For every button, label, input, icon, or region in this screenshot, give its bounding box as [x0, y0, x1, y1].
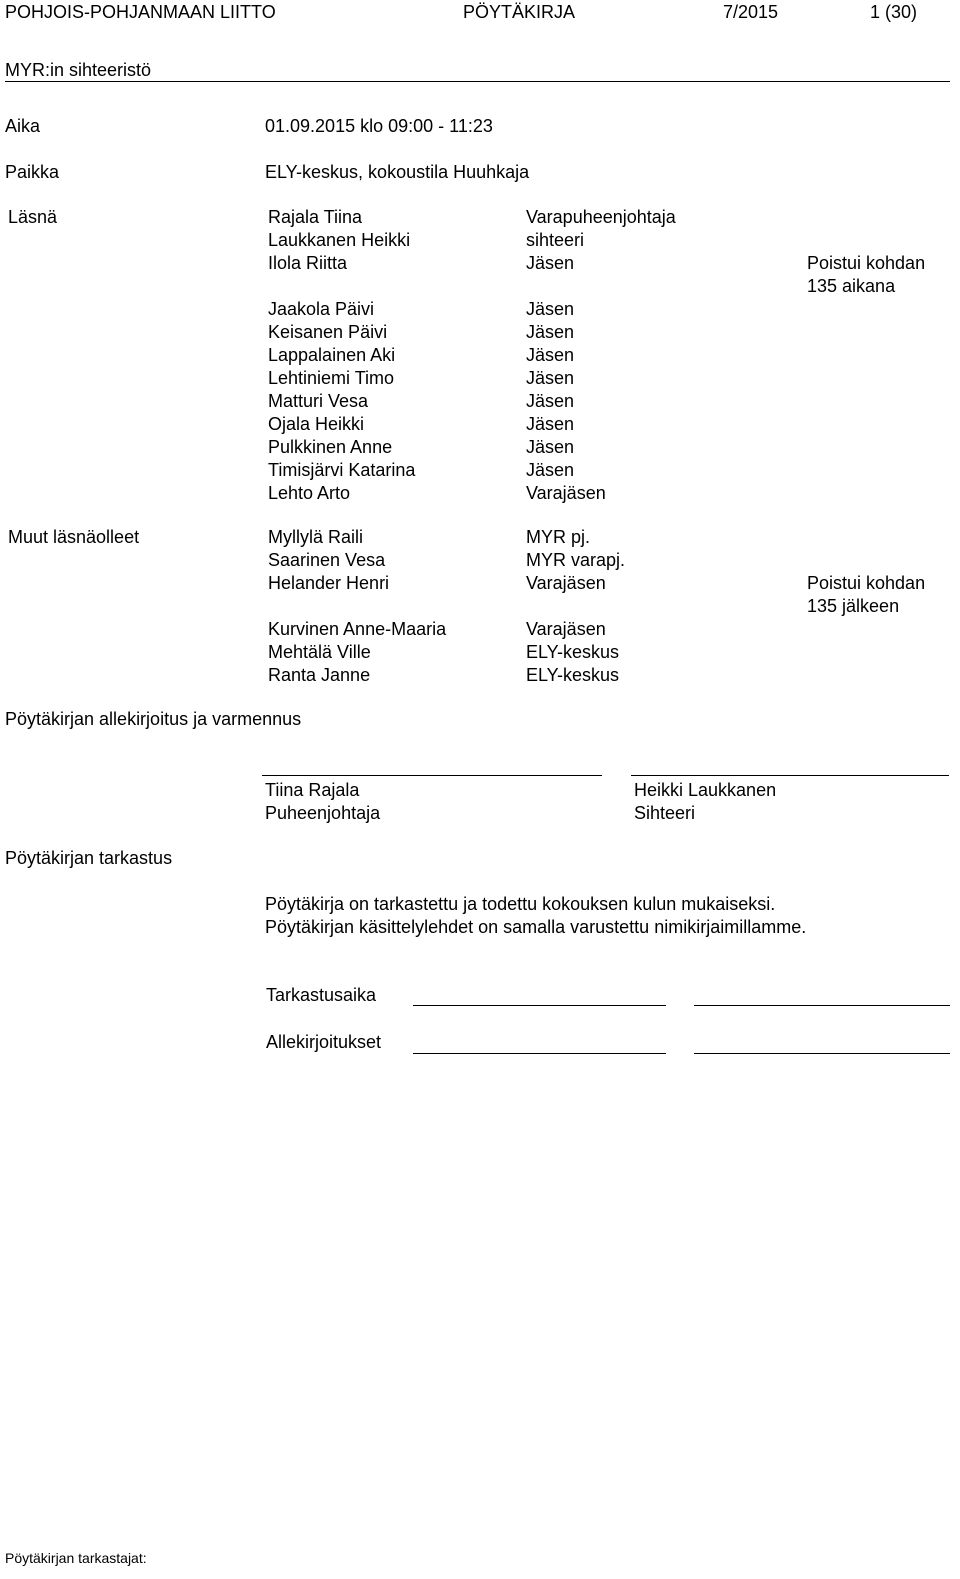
attendee-name: Ranta Janne: [268, 665, 371, 685]
attendee-note: Poistui kohdan: [807, 573, 926, 593]
review-text-2: Pöytäkirjan käsittelylehdet on samalla varustettu nimikirjaimillamme.: [265, 917, 807, 937]
body-name: MYR:in sihteeristö: [5, 60, 152, 80]
attendee-role: Varapuheenjohtaja: [526, 207, 676, 227]
attendee-name: Laukkanen Heikki: [268, 230, 411, 250]
doc-type: PÖYTÄKIRJA: [463, 2, 576, 22]
place-label: Paikka: [5, 162, 60, 182]
attendee-role: Jäsen: [526, 460, 575, 480]
review-text-1: Pöytäkirja on tarkastettu ja todettu kokouksen kulun mukaiseksi.: [265, 894, 776, 914]
attendee-name: Myllylä Raili: [268, 527, 364, 547]
signature-line-1: [262, 775, 602, 776]
header-divider: [5, 81, 950, 82]
attendee-role: Jäsen: [526, 345, 575, 365]
attendee-name: Rajala Tiina: [268, 207, 363, 227]
signer-2-name: Heikki Laukkanen: [634, 780, 777, 800]
attendee-name: Timisjärvi Katarina: [268, 460, 416, 480]
review-label: Pöytäkirjan tarkastus: [5, 848, 173, 868]
reviewers-label: Pöytäkirjan tarkastajat:: [5, 1550, 147, 1566]
attendee-role: Jäsen: [526, 414, 575, 434]
attendee-name: Ojala Heikki: [268, 414, 365, 434]
attendee-role: Jäsen: [526, 299, 575, 319]
attendee-note-continued: 135 jälkeen: [807, 596, 900, 616]
attendee-name: Saarinen Vesa: [268, 550, 386, 570]
review-signature-line-1: [413, 1053, 666, 1054]
attendee-name: Mehtälä Ville: [268, 642, 371, 662]
attendee-role: ELY-keskus: [526, 665, 620, 685]
time-label: Aika: [5, 116, 41, 136]
org-name: POHJOIS-POHJANMAAN LIITTO: [5, 2, 276, 22]
attendee-name: Lappalainen Aki: [268, 345, 396, 365]
attendee-role: Jäsen: [526, 437, 575, 457]
attendee-role: sihteeri: [526, 230, 585, 250]
signing-label: Pöytäkirjan allekirjoitus ja varmennus: [5, 709, 302, 729]
signature-line-2: [631, 775, 949, 776]
others-label: Muut läsnäolleet: [8, 527, 140, 547]
review-signature-line-2: [694, 1053, 950, 1054]
attendee-name: Helander Henri: [268, 573, 390, 593]
signer-2-title: Sihteeri: [634, 803, 696, 823]
attendee-role: Varajäsen: [526, 619, 606, 639]
signer-1-name: Tiina Rajala: [265, 780, 360, 800]
place-value: ELY-keskus, kokoustila Huuhkaja: [265, 162, 530, 182]
attendee-name: Lehtiniemi Timo: [268, 368, 395, 388]
present-label: Läsnä: [8, 207, 58, 227]
review-time-line-2: [694, 1005, 950, 1006]
review-time-label: Tarkastusaika: [266, 985, 377, 1005]
attendee-role: Varajäsen: [526, 483, 606, 503]
attendee-role: Jäsen: [526, 368, 575, 388]
attendee-name: Ilola Riitta: [268, 253, 348, 273]
attendee-role: MYR pj.: [526, 527, 591, 547]
attendee-role: Jäsen: [526, 391, 575, 411]
attendee-role: MYR varapj.: [526, 550, 626, 570]
signer-1-title: Puheenjohtaja: [265, 803, 381, 823]
page-number: 1 (30): [870, 2, 918, 22]
attendee-note: Poistui kohdan: [807, 253, 926, 273]
attendee-role: Varajäsen: [526, 573, 606, 593]
attendee-name: Pulkkinen Anne: [268, 437, 393, 457]
review-signatures-label: Allekirjoitukset: [266, 1032, 382, 1052]
attendee-note-continued: 135 aikana: [807, 276, 896, 296]
attendee-role: Jäsen: [526, 322, 575, 342]
attendee-role: ELY-keskus: [526, 642, 620, 662]
attendee-name: Jaakola Päivi: [268, 299, 375, 319]
review-time-line-1: [413, 1005, 666, 1006]
doc-number: 7/2015: [723, 2, 779, 22]
attendee-name: Lehto Arto: [268, 483, 351, 503]
attendee-name: Kurvinen Anne-Maaria: [268, 619, 447, 639]
time-value: 01.09.2015 klo 09:00 - 11:23: [265, 116, 493, 136]
attendee-name: Matturi Vesa: [268, 391, 369, 411]
attendee-role: Jäsen: [526, 253, 575, 273]
attendee-name: Keisanen Päivi: [268, 322, 388, 342]
